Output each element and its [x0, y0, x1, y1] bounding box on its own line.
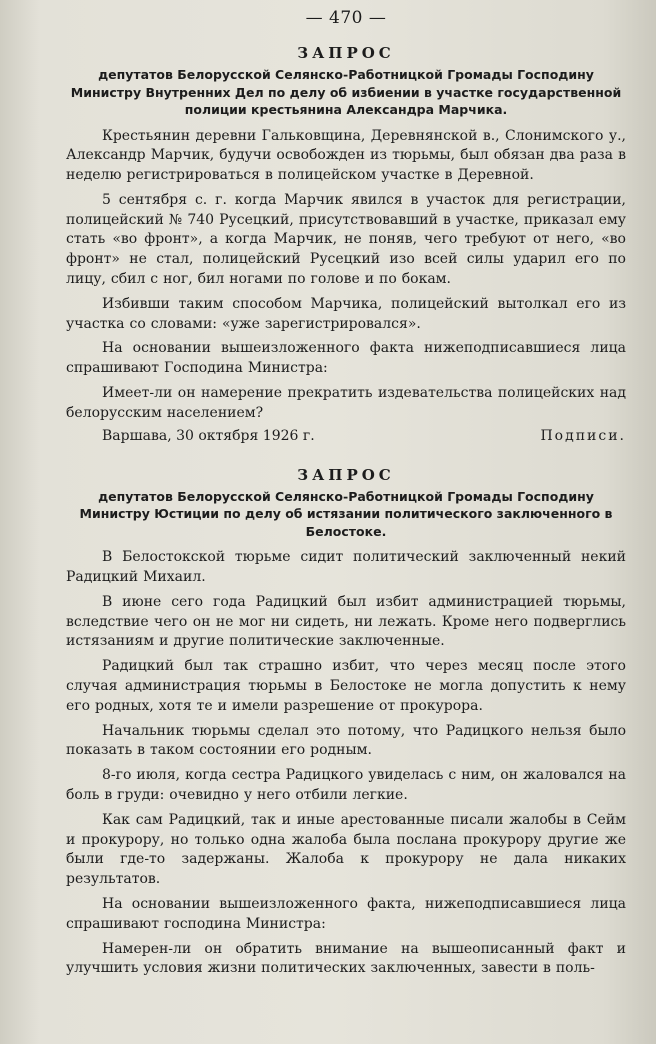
section2-heading: ЗАПРОС	[297, 465, 395, 484]
section2-paragraph: В Белостокской тюрьме сидит политический заключенный некий Радицкий Михаил.	[66, 549, 626, 585]
section2-subheading: депутатов Белорусской Селянско-Работницкой Громады Господину Министру Юстиции по делу об истязании политического заключенного в Белостоке.	[79, 488, 613, 539]
section1-paragraph: Крестьянин деревни Гальковщина, Деревнянской в., Слонимского у., Александр Марчик, будучи освобожден из тюрьмы, был обязан два раза в неделю регистрироваться в полицейском участке в Деревной.	[66, 127, 626, 184]
section1-paragraph: На основании вышеизложенного факта нижеподписавшиеся лица спрашивают Господина Министра:	[66, 340, 626, 377]
section2-paragraph: Начальник тюрьмы сделал это потому, что Радицкого нельзя было показать в таком состоянии его родным.	[66, 722, 626, 759]
section2-paragraph: Намерен-ли он обратить внимание на вышеописанный факт и улучшить условия жизни политических заключенных, завести в поль-	[66, 940, 626, 977]
page-content	[66, 8, 626, 979]
section2-paragraph: 8-го июля, когда сестра Радицкого увиделась с ним, он жаловался на боль в груди: очевидно у него отбили легкие.	[66, 767, 626, 803]
section1-paragraph: 5 сентября с. г. когда Марчик явился в участок для регистрации, полицейский № 740 Русецкий, присутствовавший в участке, приказал ему стать «во фронт», а когда Марчик, не поняв, чего требуют от него, «во фронт» не стал, полицейский Русецкий изо всей силы ударил его по лицу, сбил с ног, бил ногами по голове и по бокам.	[66, 191, 626, 288]
section1-subheading: депутатов Белорусской Селянско-Работницкой Громады Господину Министру Внутренних Дел по делу об избиении в участке государственной полиции крестьянина Александра Марчика.	[70, 67, 622, 117]
section1-paragraph: Имеет-ли он намерение прекратить издевательства полицейских над белорусским населением?	[66, 385, 626, 421]
section1-paragraph: Избивши таким способом Марчика, полицейский вытолкал его из участка со словами: «уже зарегистрировался».	[66, 295, 626, 332]
page-number: — 470 —	[305, 8, 387, 28]
section1-signature-line	[66, 426, 626, 446]
signatures: Подписи.	[540, 427, 626, 444]
place-date: Варшава, 30 октября 1926 г.	[102, 427, 315, 444]
section2-paragraph: На основании вышеизложенного факта, нижеподписавшиеся лица спрашивают господина Министра:	[66, 895, 626, 932]
section2-paragraph: Как сам Радицкий, так и иные арестованные писали жалобы в Сейм и прокурору, но только одна жалоба была послана прокурору другие же были где-то задержаны. Жалоба к прокурору не дала никаких результатов.	[66, 811, 626, 888]
section2-paragraph: Радицкий был так страшно избит, что через месяц после этого случая администрация тюрьмы в Белостоке не могла допустить к нему его родных, хотя те и имели разрешение от прокурора.	[66, 658, 626, 714]
section1-heading: ЗАПРОС	[297, 44, 395, 62]
section2-paragraph: В июне сего года Радицкий был избит администрацией тюрьмы, вследствие чего он не мог ни сидеть, ни лежать. Кроме него подверглись истязаниям и другие политические заключенные.	[66, 593, 626, 650]
